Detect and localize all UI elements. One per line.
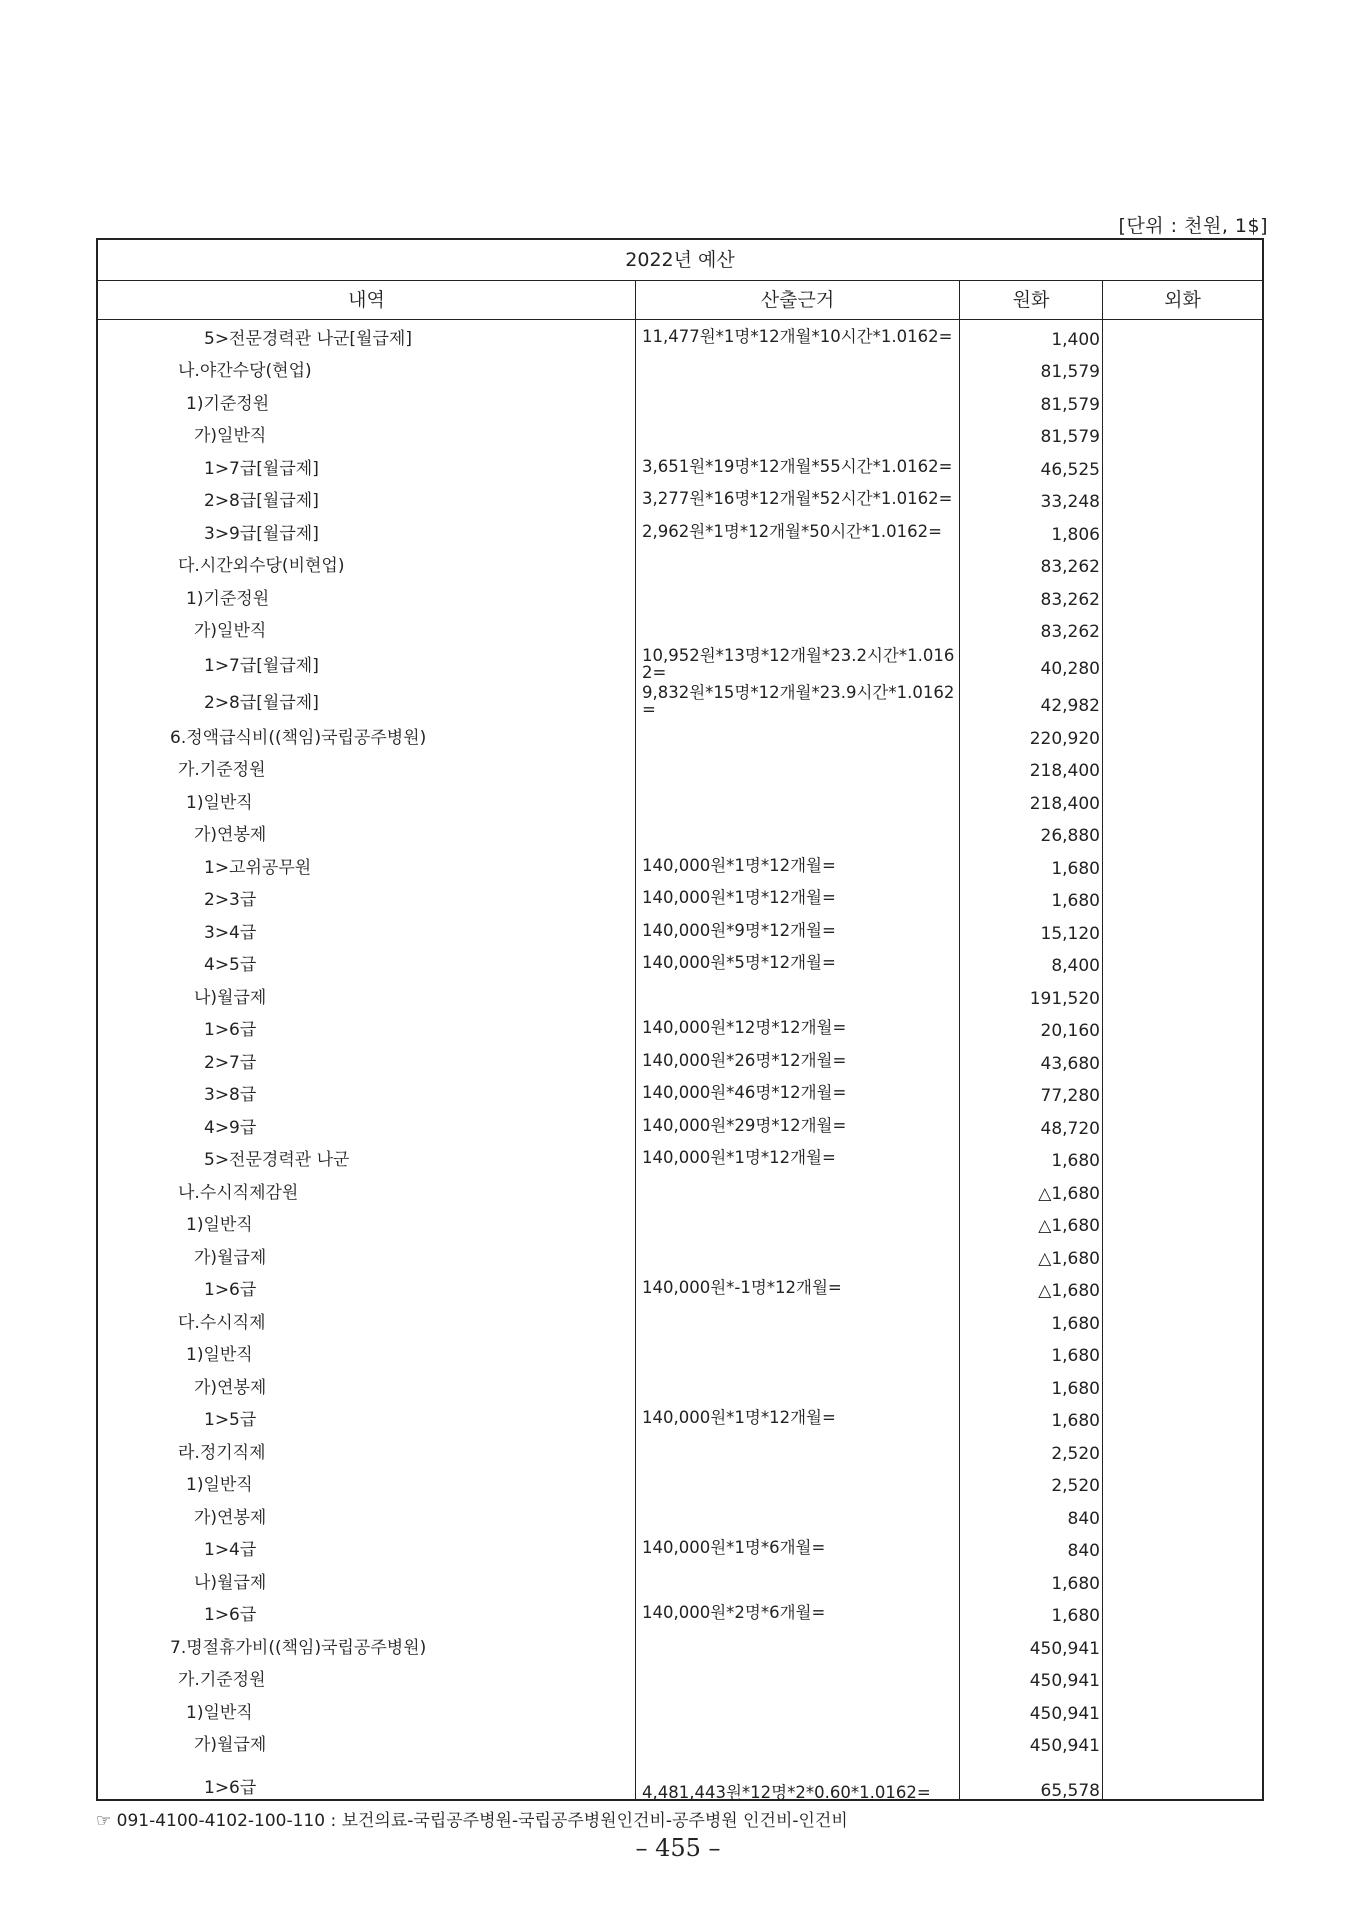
krw-cell: 450,941 (1029, 1671, 1100, 1691)
item-cell: 3>9급[월급제] (204, 523, 319, 544)
krw-cell: 450,941 (1029, 1638, 1100, 1659)
item-cell: 1)일반직 (186, 792, 253, 813)
basis-cell (636, 1304, 960, 1337)
table-row (98, 613, 1262, 646)
basis-cell (636, 385, 960, 418)
fx-cell (1103, 1467, 1262, 1500)
basis-cell (636, 1662, 960, 1695)
krw-cell: △1,680 (1038, 1248, 1100, 1269)
krw-cell: 1,680 (1051, 1346, 1100, 1366)
krw-cell: 48,720 (1040, 1118, 1100, 1139)
table-row (98, 385, 1262, 418)
budget-table (96, 238, 1264, 1801)
fx-cell (1103, 1402, 1262, 1435)
fx-cell (1103, 385, 1262, 418)
basis-cell: 140,000원*26명*12개월= (642, 1050, 847, 1070)
column-header-basis: 산출근거 (636, 281, 960, 319)
fx-cell (1103, 979, 1262, 1012)
table-body (98, 320, 1262, 1801)
fx-cell (1103, 1564, 1262, 1597)
krw-cell: 81,579 (1040, 427, 1100, 447)
item-cell: 5>전문경력관 나군 (204, 1150, 350, 1171)
table-row (98, 1402, 1262, 1435)
item-cell: 1>7급[월급제] (204, 656, 319, 676)
table-row (98, 1239, 1262, 1272)
table-row (98, 1272, 1262, 1305)
fx-cell (1103, 914, 1262, 947)
fx-cell (1103, 1662, 1262, 1695)
item-cell: 5>전문경력관 나군[월급제] (204, 328, 412, 349)
basis-cell (636, 613, 960, 646)
fx-cell (1103, 1207, 1262, 1240)
item-cell: 가)연봉제 (194, 1507, 267, 1528)
fx-cell (1103, 849, 1262, 882)
fx-cell (1103, 1109, 1262, 1142)
krw-cell: 15,120 (1040, 923, 1100, 944)
account-code-footnote: ☞ 091-4100-4102-100-110 : 보건의료-국립공주병원-국립공주병원인건비-공주병원 인건비-인건비 (96, 1811, 848, 1831)
table-row (98, 1044, 1262, 1077)
fx-cell (1103, 645, 1262, 682)
table-row (98, 817, 1262, 850)
fx-cell (1103, 1174, 1262, 1207)
basis-cell (636, 1337, 960, 1370)
item-cell: 다.수시직제 (178, 1312, 266, 1333)
table-row (98, 548, 1262, 581)
krw-cell: 1,680 (1051, 1313, 1100, 1334)
krw-cell: 1,680 (1051, 1411, 1100, 1431)
basis-cell: 10,952원*13명*12개월*23.2시간*1.0162= (642, 645, 955, 682)
item-cell: 나.야간수당(현업) (178, 361, 312, 382)
item-cell: 가)연봉제 (194, 825, 267, 846)
krw-cell: 450,941 (1029, 1703, 1100, 1724)
krw-cell: 43,680 (1040, 1053, 1100, 1074)
item-cell: 2>3급 (204, 890, 257, 911)
basis-cell (636, 1467, 960, 1500)
item-cell: 1>4급 (204, 1540, 257, 1561)
krw-cell: 8,400 (1051, 956, 1100, 976)
krw-cell: 42,982 (1040, 696, 1100, 716)
table-row (98, 1499, 1262, 1532)
krw-cell: 218,400 (1029, 761, 1100, 781)
krw-cell: 840 (1067, 1508, 1100, 1529)
table-row (98, 979, 1262, 1012)
basis-cell: 140,000원*1명*12개월= (642, 855, 836, 875)
item-cell: 1>고위공무원 (204, 857, 312, 878)
table-row (98, 1109, 1262, 1142)
basis-cell: 140,000원*1명*12개월= (642, 1408, 836, 1428)
item-cell: 1)일반직 (186, 1345, 253, 1366)
basis-cell: 140,000원*1명*12개월= (642, 1148, 836, 1168)
fx-cell (1103, 1727, 1262, 1760)
krw-cell: △1,680 (1038, 1216, 1100, 1236)
item-cell: 가.기준정원 (178, 760, 266, 781)
fx-cell (1103, 613, 1262, 646)
item-cell: 1>6급 (204, 1605, 257, 1626)
item-cell: 7.명절휴가비((책임)국립공주병원) (170, 1637, 427, 1658)
table-row (98, 849, 1262, 882)
basis-cell (636, 1564, 960, 1597)
basis-cell: 9,832원*15명*12개월*23.9시간*1.0162= (642, 682, 955, 719)
table-row (98, 1174, 1262, 1207)
basis-cell (636, 353, 960, 386)
item-cell: 2>7급 (204, 1052, 257, 1073)
fx-cell (1103, 1597, 1262, 1630)
basis-cell (636, 979, 960, 1012)
item-cell: 4>9급 (204, 1117, 257, 1138)
basis-cell: 3,277원*16명*12개월*52시간*1.0162= (642, 489, 953, 509)
table-row (98, 1564, 1262, 1597)
year-header: 2022년 예산 (98, 240, 1262, 281)
fx-cell (1103, 1759, 1262, 1811)
fx-cell (1103, 947, 1262, 980)
item-cell: 1>5급 (204, 1410, 257, 1431)
table-row (98, 1304, 1262, 1337)
item-cell: 4>5급 (204, 955, 257, 976)
fx-cell (1103, 817, 1262, 850)
krw-cell: 191,520 (1029, 988, 1100, 1009)
basis-cell (636, 1629, 960, 1662)
item-cell: 6.정액급식비((책임)국립공주병원) (170, 727, 427, 748)
basis-cell (636, 1369, 960, 1402)
basis-cell: 140,000원*29명*12개월= (642, 1115, 847, 1135)
fx-cell (1103, 1369, 1262, 1402)
item-cell: 가)월급제 (194, 1247, 267, 1268)
basis-cell (636, 1727, 960, 1760)
table-row (98, 1597, 1262, 1630)
basis-cell (636, 418, 960, 451)
krw-cell: 1,680 (1051, 858, 1100, 879)
basis-cell (636, 1207, 960, 1240)
item-cell: 라.정기직제 (178, 1442, 266, 1463)
krw-cell: 1,680 (1051, 1606, 1100, 1626)
krw-cell: 450,941 (1029, 1736, 1100, 1756)
table-row (98, 947, 1262, 980)
table-row (98, 752, 1262, 785)
basis-cell: 140,000원*46명*12개월= (642, 1083, 847, 1103)
basis-cell (636, 719, 960, 752)
fx-cell (1103, 1142, 1262, 1175)
table-row (98, 1532, 1262, 1565)
page-number: – 455 – (635, 1834, 721, 1862)
table-row (98, 1077, 1262, 1110)
table-row (98, 483, 1262, 516)
unit-note: [단위 : 천원, 1$] (1118, 215, 1268, 237)
basis-cell: 140,000원*1명*12개월= (642, 888, 836, 908)
fx-cell (1103, 580, 1262, 613)
basis-cell: 11,477원*1명*12개월*10시간*1.0162= (642, 326, 953, 346)
krw-cell: 840 (1067, 1541, 1100, 1561)
krw-cell: 40,280 (1040, 659, 1100, 679)
fx-cell (1103, 1434, 1262, 1467)
basis-cell: 140,000원*2명*6개월= (642, 1603, 826, 1623)
table-row (98, 882, 1262, 915)
krw-cell: 218,400 (1029, 793, 1100, 814)
column-header-krw: 원화 (960, 281, 1103, 319)
basis-cell (636, 817, 960, 850)
fx-cell (1103, 1532, 1262, 1565)
item-cell: 다.시간외수당(비현업) (178, 556, 345, 577)
basis-cell (636, 752, 960, 785)
basis-cell (636, 1174, 960, 1207)
table-row (98, 719, 1262, 752)
krw-cell: 81,579 (1040, 362, 1100, 382)
table-row (98, 1694, 1262, 1727)
krw-cell: 1,680 (1051, 891, 1100, 911)
basis-cell: 140,000원*5명*12개월= (642, 953, 836, 973)
krw-cell: 83,262 (1040, 589, 1100, 610)
column-header-row (98, 281, 1262, 320)
item-cell: 가)일반직 (194, 621, 267, 642)
table-row (98, 1012, 1262, 1045)
krw-cell: 77,280 (1040, 1086, 1100, 1106)
fx-cell (1103, 752, 1262, 785)
fx-cell (1103, 1012, 1262, 1045)
fx-cell (1103, 1044, 1262, 1077)
column-header-fx: 외화 (1164, 289, 1201, 311)
column-header-item: 내역 (98, 281, 636, 319)
table-row (98, 784, 1262, 817)
item-cell: 1>6급 (204, 1020, 257, 1041)
item-cell: 가)월급제 (194, 1735, 267, 1756)
table-row (98, 682, 1262, 719)
basis-cell (636, 1499, 960, 1532)
krw-cell: 65,578 (1040, 1781, 1100, 1801)
table-row (98, 914, 1262, 947)
basis-cell (636, 1434, 960, 1467)
krw-cell: 46,525 (1040, 459, 1100, 480)
table-row (98, 1142, 1262, 1175)
table-row (98, 1207, 1262, 1240)
fx-cell (1103, 882, 1262, 915)
table-row (98, 450, 1262, 483)
basis-cell (636, 784, 960, 817)
table-row (98, 353, 1262, 386)
krw-cell: 2,520 (1051, 1443, 1100, 1464)
fx-cell (1103, 1077, 1262, 1110)
fx-cell (1103, 353, 1262, 386)
item-cell: 1>6급 (204, 1280, 257, 1301)
table-row (98, 1727, 1262, 1760)
basis-cell (636, 1239, 960, 1272)
fx-cell (1103, 418, 1262, 451)
fx-cell (1103, 1239, 1262, 1272)
krw-cell: 83,262 (1040, 622, 1100, 642)
table-row (98, 1759, 1262, 1811)
item-cell: 2>8급[월급제] (204, 491, 319, 512)
fx-cell (1103, 784, 1262, 817)
item-cell: 1)일반직 (186, 1475, 253, 1496)
fx-cell (1103, 1337, 1262, 1370)
table-row (98, 1467, 1262, 1500)
krw-cell: △1,680 (1038, 1183, 1100, 1204)
table-row (98, 1369, 1262, 1402)
basis-cell (636, 580, 960, 613)
basis-cell (636, 548, 960, 581)
basis-cell: 4,481,443원*12명*2*0.60*1.0162= (642, 1783, 931, 1802)
krw-cell: 20,160 (1040, 1021, 1100, 1041)
fx-cell (1103, 1629, 1262, 1662)
fx-cell (1103, 320, 1262, 353)
basis-cell: 2,962원*1명*12개월*50시간*1.0162= (642, 521, 942, 541)
item-cell: 3>4급 (204, 922, 257, 943)
krw-cell: 220,920 (1029, 728, 1100, 749)
item-cell: 1)기준정원 (186, 588, 270, 609)
item-cell: 1>6급 (204, 1777, 257, 1798)
fx-cell (1103, 548, 1262, 581)
table-row (98, 418, 1262, 451)
table-row (98, 645, 1262, 682)
table-row (98, 1434, 1262, 1467)
basis-cell: 140,000원*1명*6개월= (642, 1538, 826, 1558)
basis-cell: 140,000원*-1명*12개월= (642, 1278, 842, 1298)
fx-cell (1103, 682, 1262, 719)
fx-cell (1103, 515, 1262, 548)
krw-cell: △1,680 (1038, 1281, 1100, 1301)
krw-cell: 81,579 (1040, 394, 1100, 415)
krw-cell: 1,680 (1051, 1151, 1100, 1171)
table-row (98, 515, 1262, 548)
fx-cell (1103, 450, 1262, 483)
fx-cell (1103, 1499, 1262, 1532)
table-row (98, 580, 1262, 613)
krw-cell: 1,680 (1051, 1573, 1100, 1594)
krw-cell: 2,520 (1051, 1476, 1100, 1496)
krw-cell: 1,680 (1051, 1378, 1100, 1399)
item-cell: 3>8급 (204, 1085, 257, 1106)
table-row (98, 1337, 1262, 1370)
fx-cell (1103, 1304, 1262, 1337)
item-cell: 1)일반직 (186, 1702, 253, 1723)
krw-cell: 26,880 (1040, 826, 1100, 846)
table-row (98, 1662, 1262, 1695)
basis-cell: 140,000원*12명*12개월= (642, 1018, 847, 1038)
item-cell: 나)월급제 (194, 1572, 267, 1593)
fx-cell (1103, 1694, 1262, 1727)
basis-cell: 140,000원*9명*12개월= (642, 920, 836, 940)
item-cell: 1>7급[월급제] (204, 458, 319, 479)
item-cell: 1)일반직 (186, 1215, 253, 1236)
table-row (98, 320, 1262, 353)
item-cell: 가)연봉제 (194, 1377, 267, 1398)
fx-cell (1103, 483, 1262, 516)
krw-cell: 33,248 (1040, 492, 1100, 512)
basis-cell: 3,651원*19명*12개월*55시간*1.0162= (642, 456, 953, 476)
fx-cell (1103, 1272, 1262, 1305)
item-cell: 2>8급[월급제] (204, 693, 319, 713)
table-row (98, 1629, 1262, 1662)
table-rows (98, 320, 1262, 1811)
item-cell: 1)기준정원 (186, 393, 270, 414)
item-cell: 가)일반직 (194, 426, 267, 447)
krw-cell: 1,806 (1051, 524, 1100, 545)
fx-cell (1103, 719, 1262, 752)
krw-cell: 83,262 (1040, 557, 1100, 577)
krw-cell: 1,400 (1051, 329, 1100, 350)
item-cell: 나.수시직제감원 (178, 1182, 299, 1203)
basis-cell (636, 1694, 960, 1727)
item-cell: 가.기준정원 (178, 1670, 266, 1691)
item-cell: 나)월급제 (194, 987, 267, 1008)
